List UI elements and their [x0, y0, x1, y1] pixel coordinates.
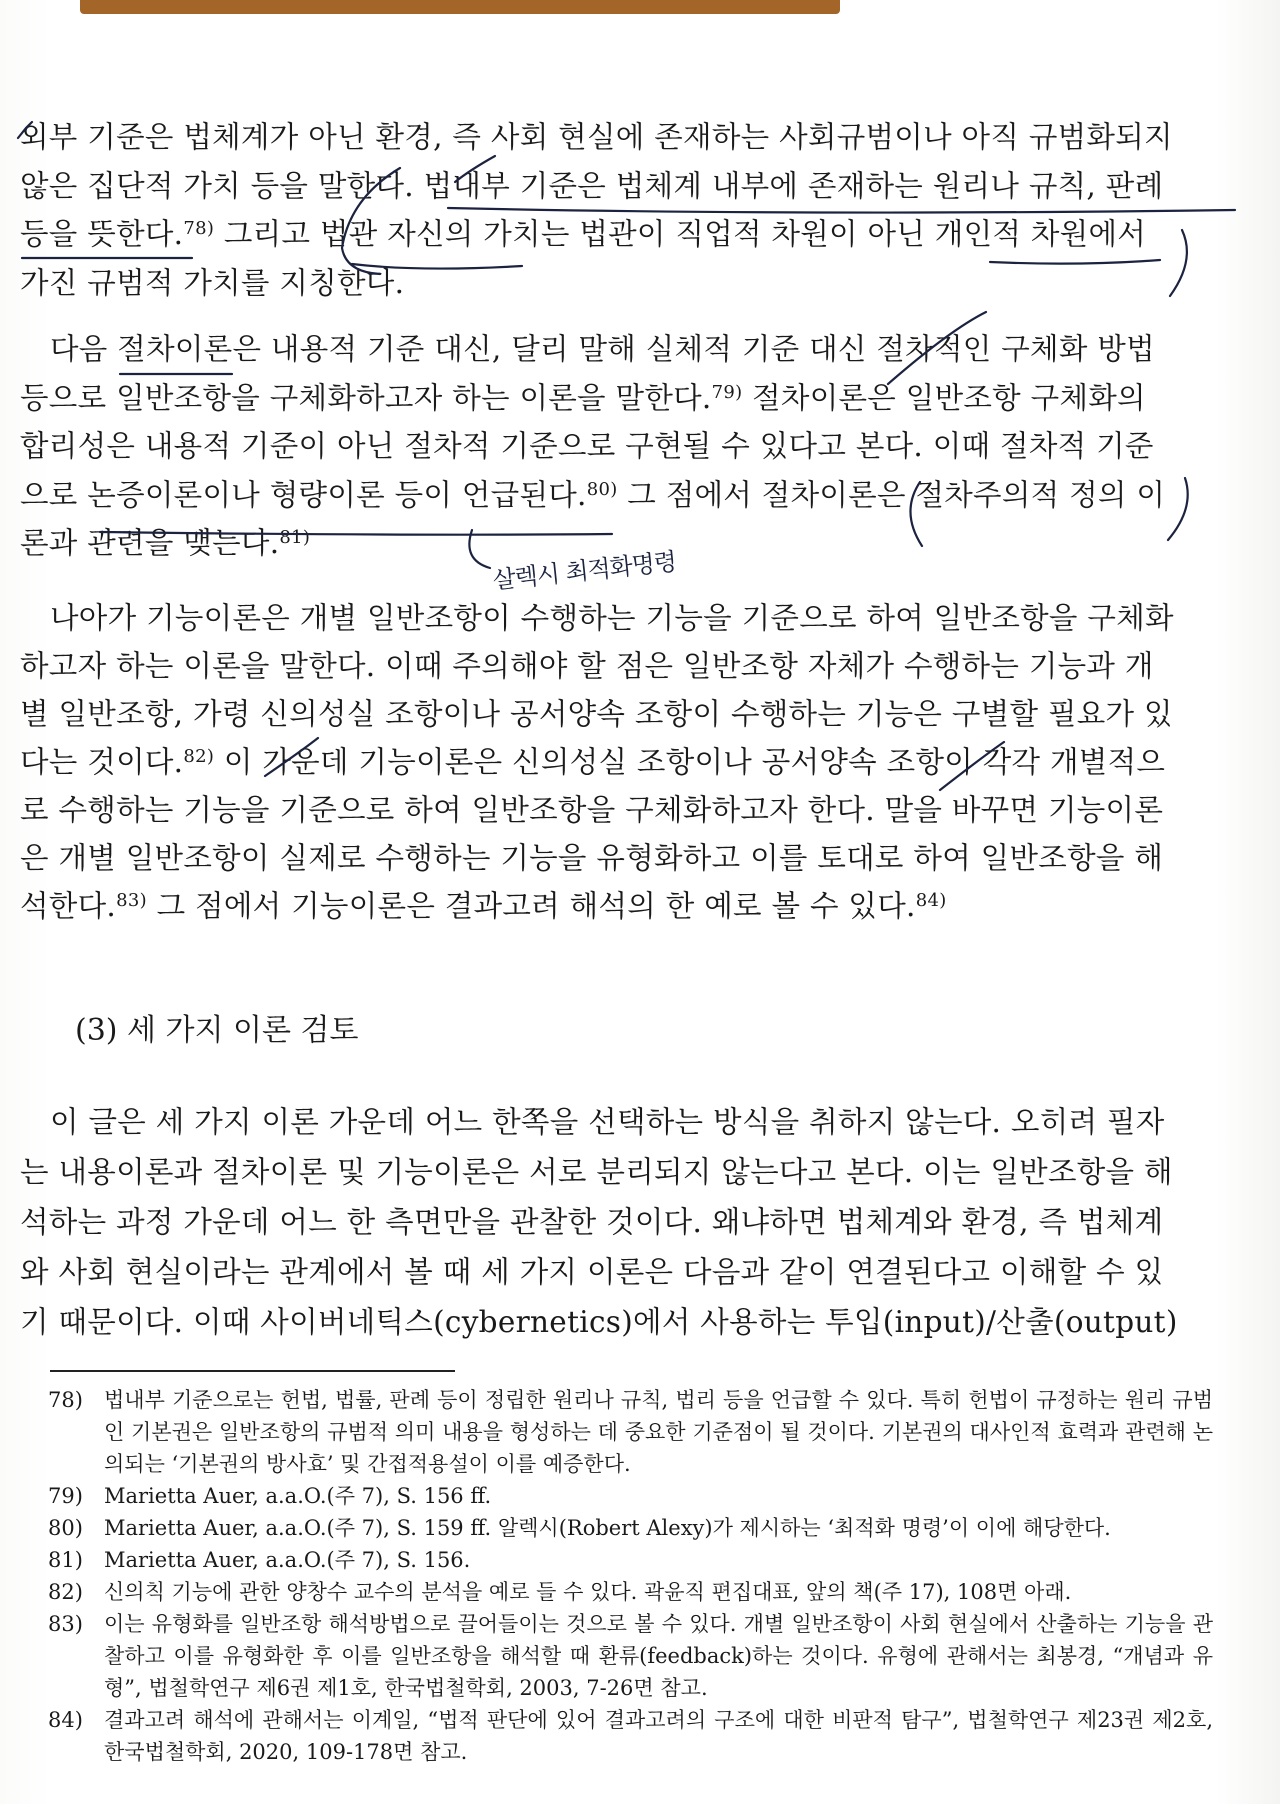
- paragraph-4-line-2: 는 내용이론과 절차이론 및 기능이론은 서로 분리되지 않는다고 본다. 이는 일반조항을 해: [20, 1155, 1173, 1189]
- paragraph-3-line-2: 하고자 하는 이론을 말한다. 이때 주의해야 할 점은 일반조항 자체가 수행하는 기능과 개: [20, 649, 1154, 683]
- footnote-text: 신의칙 기능에 관한 양창수 교수의 분석을 예로 들 수 있다. 곽윤직 편집대표, 앞의 책(주 17), 108면 아래.: [104, 1580, 1072, 1604]
- footnote-divider: [50, 1370, 455, 1372]
- footnote-text: Marietta Auer, a.a.O.(주 7), S. 156.: [104, 1548, 471, 1572]
- footnote-text: 이는 유형화를 일반조항 해석방법으로 끌어들이는 것으로 볼 수 있다. 개별 일반조항이 사회 현실에서 산출하는 기능을 관찰하고 이를 유형화한 후 이를 일반조항을 해석할 때 환류(feedback)하는 것이다. 유형에 관해서는 최봉경, “개념과 유형”, 법철학연구 제6권 제1호, 한국법철학회, 2003, 7-26면 참고.: [104, 1612, 1213, 1700]
- paragraph-3-line-4-cont: 이 가운데 기능이론은 신의성실 조항이나 공서양속 조항이 각각 개별적으: [214, 745, 1166, 779]
- paragraph-2-line-5: 론과 관련을 맺는다.: [20, 526, 280, 560]
- footnote-number: 80): [48, 1516, 83, 1540]
- footnote-ref-78: 78): [183, 218, 215, 239]
- footnote-item: [48, 1544, 1213, 1576]
- paragraph-2-line-4-cont: 그 점에서 절차이론은 절차주의적 정의 이: [617, 477, 1166, 512]
- footnote-ref-84: 84): [915, 890, 947, 911]
- footnote-ref-83: 83): [116, 890, 147, 911]
- paragraph-3-line-7: 석한다.: [20, 889, 117, 923]
- footnote-text: 결과고려 해석에 관해서는 이계일, “법적 판단에 있어 결과고려의 구조에 대한 비판적 탐구”, 법철학연구 제23권 제2호, 한국법철학회, 2020, 109-178면 참고.: [104, 1708, 1213, 1764]
- paragraph-3-line-7-cont: 그 점에서 기능이론은 결과고려 해석의 한 예로 볼 수 있다.: [146, 889, 916, 923]
- paragraph-3-line-1: 나아가 기능이론은 개별 일반조항이 수행하는 기능을 기준으로 하여 일반조항을 구체화: [50, 601, 1174, 635]
- paragraph-1-line-3-cont: 그리고 법관 자신의 가치는 법관이 직업적 차원이 아닌 개인적 차원에서: [214, 217, 1147, 251]
- footnote-item: [48, 1704, 1213, 1768]
- paragraph-1-line-2: 않은 집단적 가치 등을 말한다. 법내부 기준은 법체계 내부에 존재하는 원리나 규칙, 판례: [20, 168, 1164, 203]
- paragraph-1-line-4: 가진 규범적 가치를 지칭한다.: [20, 265, 405, 300]
- paragraph-4-line-4: 와 사회 현실이라는 관계에서 볼 때 세 가지 이론은 다음과 같이 연결된다고 이해할 수 있: [20, 1255, 1164, 1289]
- footnote-text: 법내부 기준으로는 헌법, 법률, 판례 등이 정립한 원리나 규칙, 법리 등을 언급할 수 있다. 특히 헌법이 규정하는 원리 규범인 기본권은 일반조항의 규범적 의미 내용을 형성하는 데 중요한 기준점이 될 것이다. 기본권의 대사인적 효력과 관련해 논의되는 ‘기본권의 방사효’ 및 간접적용설이 이를 예증한다.: [104, 1388, 1213, 1476]
- footnote-item: [48, 1480, 1213, 1512]
- footnote-number: 79): [48, 1484, 83, 1508]
- footnote-item: [48, 1608, 1213, 1704]
- footnote-number: 78): [48, 1388, 83, 1412]
- paragraph-2-line-2-cont: 절차이론은 일반조항 구체화의: [742, 380, 1146, 415]
- footnote-list: [48, 1384, 1213, 1768]
- paragraph-3-line-3: 별 일반조항, 가령 신의성실 조항이나 공서양속 조항이 수행하는 기능은 구별할 필요가 있: [20, 697, 1173, 731]
- paragraph-2: [20, 325, 1210, 568]
- paragraph-1-line-1: 외부 기준은 법체계가 아닌 환경, 즉 사회 현실에 존재하는 사회규범이나 아직 규범화되지: [20, 120, 1173, 154]
- paragraph-2-line-2: 등으로 일반조항을 구체화하고자 하는 이론을 말한다.: [20, 380, 712, 415]
- paragraph-4-line-3: 석하는 과정 가운데 어느 한 측면만을 관찰한 것이다. 왜냐하면 법체계와 환경, 즉 법체계: [20, 1205, 1164, 1239]
- footnote-ref-80: 80): [586, 478, 618, 500]
- paragraph-1: [20, 113, 1210, 307]
- paragraph-4: [20, 1097, 1210, 1347]
- paragraph-3-line-6: 은 개별 일반조항이 실제로 수행하는 기능을 유형화하고 이를 토대로 하여 일반조항을 해: [20, 841, 1164, 875]
- footnote-item: [48, 1384, 1213, 1480]
- footnote-number: 81): [48, 1548, 83, 1572]
- handwritten-note: 살렉시 최적화명령: [491, 547, 678, 595]
- footnote-ref-81: 81): [279, 527, 311, 548]
- footnote-number: 82): [48, 1580, 83, 1604]
- footnote-number: 83): [48, 1612, 83, 1636]
- footnote-number: 84): [48, 1708, 83, 1732]
- paragraph-3: [20, 594, 1210, 930]
- paragraph-4-line-5: 기 때문이다. 이때 사이버네틱스(cybernetics)에서 사용하는 투입(input)/산출(output): [20, 1305, 1178, 1339]
- paragraph-3-line-4: 다는 것이다.: [20, 745, 184, 779]
- paragraph-4-line-1: 이 글은 세 가지 이론 가운데 어느 한쪽을 선택하는 방식을 취하지 않는다. 오히려 필자: [50, 1105, 1165, 1139]
- footnote-ref-82: 82): [183, 746, 215, 767]
- footnote-item: [48, 1576, 1213, 1608]
- paragraph-2-line-4: 으로 논증이론이나 형량이론 등이 언급된다.: [20, 477, 587, 512]
- section-heading: (3) 세 가지 이론 검토: [75, 1013, 359, 1048]
- footnote-text: Marietta Auer, a.a.O.(주 7), S. 159 ff. 알렉시(Robert Alexy)가 제시하는 ‘최적화 명령’이 이에 해당한다.: [104, 1516, 1111, 1540]
- paragraph-3-line-5: 로 수행하는 기능을 기준으로 하여 일반조항을 구체화하고자 한다. 말을 바꾸면 기능이론: [20, 793, 1164, 827]
- footnote-item: [48, 1512, 1213, 1544]
- paragraph-2-line-3: 합리성은 내용적 기준이 아닌 절차적 기준으로 구현될 수 있다고 본다. 이때 절차적 기준: [20, 429, 1154, 463]
- paragraph-2-line-1: 다음 절차이론은 내용적 기준 대신, 달리 말해 실체적 기준 대신 절차적인 구체화 방법: [50, 332, 1155, 366]
- paragraph-1-line-3: 등을 뜻한다.: [20, 217, 184, 251]
- footnote-ref-79: 79): [711, 381, 743, 403]
- top-edge-tab: [80, 0, 840, 14]
- footnote-text: Marietta Auer, a.a.O.(주 7), S. 156 ff.: [104, 1484, 492, 1508]
